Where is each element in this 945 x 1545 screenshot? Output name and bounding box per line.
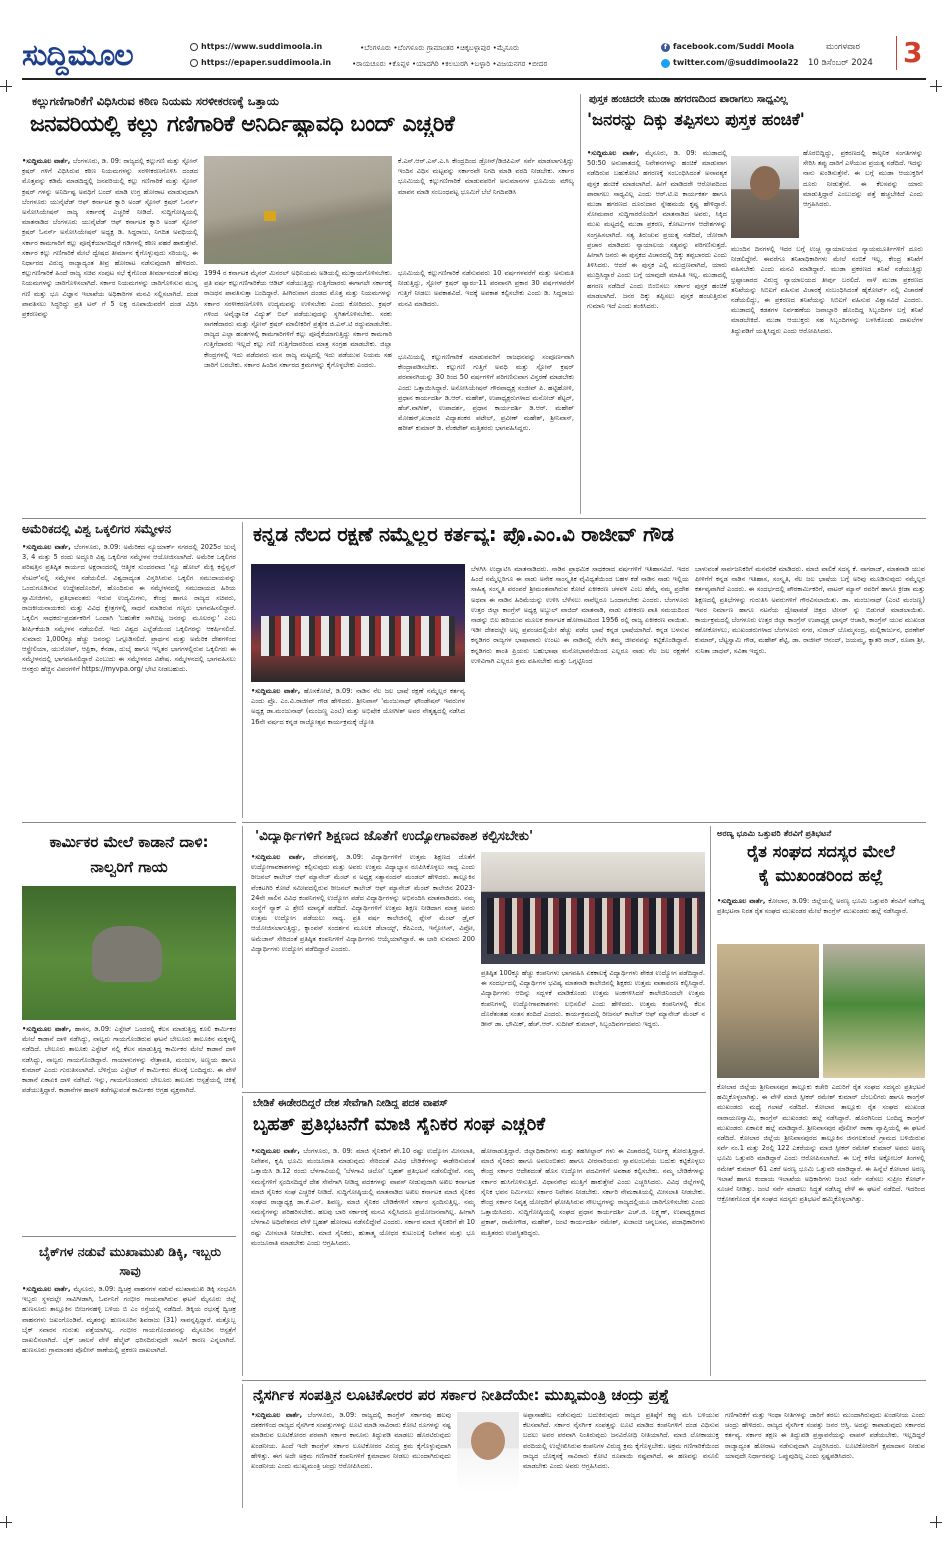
article-body: ಹೋರಾಡುತ್ತಿದ್ದಾರೆ. ಜಿಲ್ಲಾಧಿಕಾರಿಗಳು ಮತ್ತು ತಹಸೀಲ್ದಾರ್ ಗಳು ಈ ವಿಚಾರದಲ್ಲಿ ನಿರ್ಲಕ್ಷ್ಯ ತೋರುತ್ತಿದ್ದಾರೆ. ಮಾಜಿ ಸೈನಿಕರು ಹಾಗೂ ಅವಲಂಬಿತರು ಹಾಗೂ ವೀರನಾರಿಯರು ಸ್ವಾವಲಂಬನೆಯ ಬದುಕು ಕಟ್ಟಿಕೊಳ್ಳಲು ಕೇಂದ್ರ ಸರ್ಕಾರ ಆದೇಶದಂತೆ ಹೊಸ ಉದ್ಯೋಗ ಪದವಿಗಳಿಗೆ ಅವಕಾಶ ಕಲ್ಪಿಸಬೇಕು. ನಮ್ಮ ಬೇಡಿಕೆಗಳನ್ನು ಸರ್ಕಾರ ಹುಸಿಗೊಳಿಸುತ್ತಿದೆ. ವಿಧಾನಸೌಧ ಮುತ್ತಿಗೆ ಹಾಕುತ್ತೇವೆ ಎಂದು ಎಚ್ಚರಿಸಿದರು. ವಿವಿಧ ಜಿಲ್ಲೆಗಳಲ್ಲಿ ಸೈನಿಕ ಭವನ ನಿರ್ಮಿಸಲು ಸರ್ಕಾರ ನಿವೇಶನ ನೀಡಬೇಕು. ಸರ್ಕಾರಿ ನೇಮಕಾತಿಯಲ್ಲಿ ಮೀಸಲಾತಿ ನೀಡಬೇಕು. ಕೇಂದ್ರ ಸರ್ಕಾರ ನಿವೃತ್ತ ಯೋಧರಿಗೆ ಘೋಷಿಸಿರುವ ಸೌಲಭ್ಯಗಳನ್ನು ರಾಜ್ಯದಲ್ಲಿಯೂ ಜಾರಿಗೊಳಿಸಬೇಕು ಎಂದು ಒತ್ತಾಯಿಸಿದರು. ಸುದ್ದಿಗೋಷ್ಠಿಯಲ್ಲಿ ಸಂಘದ ಪ್ರಧಾನ ಕಾರ್ಯದರ್ಶಿ ಎಚ್.ಜಿ. ಲಕ್ಷ್ಮಣ್, ಉಪಾಧ್ಯಕ್ಷರಾದ ಪ್ರಕಾಶ್, ರಾಮೇಗೌಡ, ಮಹೇಶ್, ಜಂಟಿ ಕಾರ್ಯದರ್ಶಿ ರಮೇಶ್, ಖಜಾಂಚಿ ಚನ್ನಬಸವ, ಪದಾಧಿಕಾರಿಗಳು ಮತ್ತಿತರರು ಉಪಸ್ಥಿತರಿದ್ದರು. <box>481 1147 705 1237</box>
twitter-link[interactable]: twitter.com/@suddimoola22 <box>673 58 799 67</box>
dateline: •ಸುದ್ದಿಮೂಲ ವಾರ್ತೆ, <box>251 1147 304 1155</box>
registration-mark <box>930 1522 942 1523</box>
article-body: •ಸುದ್ದಿಮೂಲ ವಾರ್ತೆ, ಬೆಂಗಳೂರು, ಡಿ.09: ರಾಜ್ಯದಲ್ಲಿ ಕಾಂಗ್ರೆಸ್ ಸರ್ಕಾರವು ಹಲವು ದಶಕಗಳಿಂದ ರಾಜ್ಯದ ನೈಸರ್ಗಿಕ ಸಂಪತ್ತುಗಳನ್ನು ಲೂಟಿ ಮಾಡಿ ಸಾವಿರಾರು ಕೋಟಿ ರೂಗಳನ್ನು ನಷ್ಟ ಮಾಡಿರುವ ಲೂಟಿಕೋರರ ಪರವಾಗಿ ಸರ್ಕಾರ ಕಾನೂನು ತಿದ್ದುಪಡಿ ಮಾಡಲು ಹೊರಟಿರುವುದು ಖಂಡನೀಯ. ಹಿಂದೆ ಇದೇ ಕಾಂಗ್ರೆಸ್ ಸರ್ಕಾರ ಲೂಟಿಕೋರರ ವಿರುದ್ಧ ಕ್ರಮ ಕೈಗೊಳ್ಳುವುದಾಗಿ ಹೇಳಿತ್ತು. ಈಗ ಅದೇ ಅಕ್ರಮ ಗಣಿಗಾರಿಕೆ ಕಂಪನಿಗಳಿಗೆ ಕ್ಷಮಾದಾನ ನೀಡಲು ಮುಂದಾಗಿರುವುದು ಖಂಡನೀಯ ಎಂದು ಮುಖ್ಯಮಂತ್ರಿ ಚಂದ್ರು ಆರೋಪಿಸಿದರು. <box>251 1411 451 1471</box>
article-kicker: ಕಲ್ಲುಗಣಿಗಾರಿಕೆಗೆ ವಿಧಿಸಿರುವ ಕಠಿಣ ನಿಯಮ ಸರಳೀಕರಣಕ್ಕೆ ಒತ್ತಾಯ <box>32 94 279 108</box>
students-photo <box>481 852 705 964</box>
dateline: •ಸುದ್ದಿಮೂಲ ವಾರ್ತೆ, <box>22 1285 74 1293</box>
section-divider <box>242 1092 706 1093</box>
article-body: ಭೂಮಿಯಲ್ಲಿ ಕಲ್ಲುಗಣಿಗಾರಿಕೆ ಮಾಡುವವರಿಗೆ ರಾಜಧನವನ್ನು ಸಂಪೂರ್ಣವಾಗಿ ಕೇಂದ್ರಾಪಡಿಸಬೇಕು. ಕಲ್ಲುಗಣಿ ಗುತ್ತಿಗೆ ಅವಧಿ ಮತ್ತು ಸ್ಟೋನ್ ಕ್ರಷರ್ ಪರವಾನಗಿಯನ್ನು 30 ರಿಂದ 50 ವರ್ಷಗಳಿಗೆ ಪರಿಗಣಿಸುವಾಗ ವಿಸ್ತರಣೆ ಮಾಡಬೇಕು ಎಂದು ಒತ್ತಾಯಿಸಿದ್ದಾರೆ. ಅಸೋಸಿಯೇಷನ್ ಗೌರವಾಧ್ಯಕ್ಷ ಸಂಜೀವ್ ಪಿ. ಹಟ್ಟಿಹೋಳಿ, ಪ್ರಧಾನ ಕಾರ್ಯದರ್ಶಿ ಡಿ.ಆರ್. ಮಹೇಶ್, ಉಪಾಧ್ಯಕ್ಷರುಗಳಾದ ಮನೋಜ್ ಶೆಟ್ಟರ್, ಹೆಚ್.ವಾಗೀಶ್, ಉಪಾದರ್ಶ, ಪ್ರಧಾನ ಕಾರ್ಯದರ್ಶಿ ಡಿ.ಆರ್. ಮಹೇಶ್ ಮೋಹನ್,ಖಜಾಂಚಿ ವಿದ್ಯಾಶಂಕರ ಪಟೇಲ್, ಪ್ರವೀಣ್ ಮಹೇಶ್, ಶ್ರೀನಿವಾಸ್, ಹರೀಶ್ ಕುಮಾರ್ ಡಿ. ವೆಂಕಟೇಶ್ ಮತ್ತಿತರರು ಭಾಗವಹಿಸಿದ್ದರು. <box>398 353 574 433</box>
article-headline: 'ವಿದ್ಯಾರ್ಥಿಗಳಿಗೆ ಶಿಕ್ಷಣದ ಜೊತೆಗೆ ಉದ್ಯೋಗಾವಕಾಶ ಕಲ್ಪಿಸಬೇಕು' <box>255 828 534 844</box>
twitter-icon <box>661 59 670 68</box>
kannada-article <box>242 522 926 818</box>
muda-article <box>580 94 925 514</box>
education-article <box>242 826 706 1088</box>
vokkaliga-article <box>22 522 236 818</box>
article-headline: ಬೃಹತ್ ಪ್ರತಿಭಟನೆಗೆ ಮಾಜಿ ಸೈನಿಕರ ಸಂಘ ಎಚ್ಚರಿಕೆ <box>253 1114 546 1135</box>
issue-date: 10 ಡಿಸೆಂಬರ್ 2024 <box>808 58 873 68</box>
quarry-photo <box>204 156 392 264</box>
article-body: •ಸುದ್ದಿಮೂಲ ವಾರ್ತೆ, ಕೋಲಾರ, ಡಿ.09: ಜಿಲ್ಲೆಯಲ್ಲಿ ಅರಣ್ಯ ಭೂಮಿ ಒತ್ತುವರಿ ತೆರವಿಗೆ ನಡೆಸಿದ್ದ ಪ್ರತಿಭಟನಾ ನಿರತ ರೈತ ಸಂಘದ ಮುಖಂಡರ ಮೇಲೆ ಕಾಂಗ್ರೆಸ್ ಮುಖಂಡರು ಹಲ್ಲೆ ನಡೆಸಿದ್ದಾರೆ. <box>717 897 925 916</box>
article-headline: ರೈತ ಸಂಘದ ಸದಸ್ಯರ ಮೇಲೆ <box>747 842 895 861</box>
article-body: ಬೆಳಗಿಸಿ ಉದ್ಘಾಟಿಸಿ ಮಾತನಾಡಿದರು. ನಾಡಿನ ಪ್ರಾಥಮಿಕ ಸಾಧಕರಾದ ವರ್ಷಗಳಿಗೆ ಇತಿಹಾಸವಿದೆ. ಇದರ ಹಿಂದೆ ನಮ್ಮೆಲ್ಲರಿಗೂ ಈ ನಾಡು ಅನೇಕ ಸಾಂಸ್ಕೃತಿಕ ವೈವಿಧ್ಯತೆಯಿಂದ ಬಹಳ ಕಡೆ ನಾಡಿನ ನಾಡು ಇಲ್ಲಿಯ ಸಾಹಿತ್ಯ ಸಂಸ್ಕೃತಿ ಪರಂಪರೆ ಶ್ರೀಮಂತವಾಗಿರುವ ಕೋಟೆ ಏಕೀಕರಣ ಚಳವಳಿ ಎಂಬ ಹೆಮ್ಮೆ ನಮ್ಮ ಪ್ರದೇಶ ಅಥವಾ ಈ ನಾಡಿನ ಹಿರಿಮೆಯನ್ನು ಉಳಿಸಿ ಬೆಳೆಸಲು ನಾವೆಲ್ಲರೂ ಒಂದಾಗಬೇಕು ಎಂದರು. ಬೆಂಗಳೂರು ಉತ್ತರ ಜಿಲ್ಲಾ ಕಾಂಗ್ರೆಸ್ ಅಧ್ಯಕ್ಷ ಅಬ್ದುಲ್ ವಾಜಿದ್ ಮಾತನಾಡಿ, ನಾಡು ಏಕೀಕರಣ ಪಾತಿ ಸಮಯದಿಂದ ನಾಡನ್ನು ಬಿಲ ಹರಿಯುವ ಮೂಲಕ ಕರ್ನಾಟಕ ಹೋರಾಟದಿಂದ 1956 ರಲ್ಲಿ ರಾಜ್ಯ ಏಕೀಕರಣ ವಾಯಿತು. ಇಡೀ ದೇಶದಲ್ಲೇ ಅಲ್ಲ ಪ್ರಪಂಚದಲ್ಲಿಯೇ ಹೆಚ್ಚು ಪಡೆದ ಭಾಷೆ ಕನ್ನಡ ಭಾಷೆಯಾಗಿದೆ. ಕನ್ನಡ ಬಳಸುವ ಕನ್ನಡಿಗರ ರಾಜ್ಯಗಳ ಭಾಷಾವಾರು ಉಂಟು ಈ ನಾಡಿನಲ್ಲಿ ನೆಲೆಸಿ ತಮ್ಮ ಜೀವನವನ್ನು ಕಟ್ಟಿಕೊಂಡಿದ್ದಾರೆ. ಕನ್ನಡಿಗರು ಶಾಂತಿ ಪ್ರಿಯರು ಬಹುಭಾಷಾ ಮನೋಭಾವನೆಯಿಂದ ಎಲ್ಲರೂ ನಾಡು ನೆಲ ಜಲ ರಕ್ಷಣೆಗೆ ಉಳಿವಿಗಾಗಿ ಎಲ್ಲರೂ ಶ್ರಮ ವಹಿಸಬೇಕು ಮತ್ತು ಒಗ್ಗಟ್ಟಿನಿಂದ <box>471 565 689 665</box>
article-headline: 'ಜನರನ್ನು ದಿಕ್ಕು ತಪ್ಪಿಸಲು ಪುಸ್ತಕ ಹಂಚಿಕೆ' <box>587 110 805 129</box>
article-body: ಮುಂದಿನ ದಿನಗಳಲ್ಲಿ ಇದರ ಬಗ್ಗೆ ಉಚ್ಛ ನ್ಯಾಯಾಲಯದ ನ್ಯಾಯಮೂರ್ತಿಗಳಿಗೆ ದೂರು ನೀಡಲಿದ್ದೇನೆ. ಈವರೆಗೂ ತನಿಖಾಧಿಕಾರಿಗಳು ಮೇಲೆ ನಂಬಿಕೆ ಇಲ್ಲ. ಕೇಂದ್ರ ತನಿಖೆಗೆ ವಹಿಸಬೇಕು ಎಂದು ಮನವಿ ಮಾಡಿದ್ದಾರೆ. ಮುಡಾ ಪ್ರಕರಣದ ತನಿಖೆ ನಡೆಯುತ್ತಿದ್ದು ಭ್ರಷ್ಟಾಚಾರದ ವಿರುದ್ಧ ನ್ಯಾಯಾಲಯದ ತೀರ್ಪು ಬರಲಿದೆ. ನಾಳೆ ಮುಡಾ ಪ್ರಕರಣದ ತನಿಖೆಯನ್ನು ಸಿಬಿಐಗೆ ವಹಿಸುವ ವಿಚಾರಕ್ಕೆ ಸಂಬಂಧಿಸಿದಂತೆ ಹೈಕೋರ್ಟ್ ನಲ್ಲಿ ವಿಚಾರಣೆ ನಡೆಯಲಿದ್ದು, ಈ ಪ್ರಕರಣದ ತನಿಖೆಯನ್ನು ಸಿಬಿಐಗೆ ವಹಿಸುವ ವಿಶ್ವಾಸವಿದೆ ಎಂದರು. ಮುಡಾದಲ್ಲಿ ಕಡತಗಳ ನಿರ್ವಹಣೆಯ ಜವಾಬ್ದಾರಿ ಹೊಂದಿದ್ದ ಸಿಬ್ಬಂದಿಗಳ ಬಗ್ಗೆ ತನಿಖೆ ಮಾಡಬೇಕಿದೆ. ಮುಡಾ ಆಯುಕ್ತರು ಸಹ ಸಿಬ್ಬಂದಿಗಳನ್ನು ಬಳಸಿಕೊಂಡು ದಾಖಲೆಗಳ ತಿದ್ದುಪಡಿಗೆ ಯತ್ನಿಸಿದ್ದರು ಎಂದು ಆರೋಪಿಸಿದರು. <box>731 245 923 335</box>
registration-mark <box>0 86 12 87</box>
article-body: ಪ್ರತಿಷ್ಠಿತ 100ಕ್ಕೂ ಹೆಚ್ಚು ಕಂಪನಿಗಳು ಭಾಗವಹಿಸಿ ಏಕಕಾಲಕ್ಕೆ ವಿದ್ಯಾರ್ಥಿಗಳು ಶೇಕಡ ಉದ್ಯೋಗ ಪಡೆದಿದ್ದಾರೆ. ಈ ಸಂದರ್ಭದಲ್ಲಿ ವಿದ್ಯಾರ್ಥಿಗಳ ಭವಿಷ್ಯ ಮಾತನಾಡಿ ಕಾಲೇಜಿನಲ್ಲಿ ಶಿಕ್ಷಕರು ಉತ್ತಮ ವಾತಾವರಣ ಕಲ್ಪಿಸಿದ್ದಾರೆ. ವಿದ್ಯಾರ್ಥಿಗಳು ಆದಿನ್ನು ಸದ್ಬಳಕೆ ಮಾಡಿಕೊಂಡು ಉತ್ತಮ ಅಂಕಗಳಿಸಿದರೆ ಕಾಲೇಜಿನಿಂದಲೇ ಉತ್ತಮ ಕಂಪನಿಗಳಲ್ಲಿ ಉದ್ಯೋಗಾವಕಾಶಗಳು ಲಭಿಸಲಿವೆ ಎಂದು ಹೇಳಿದರು. ಉತ್ತಮ ಕಂಪನಿಗಳಲ್ಲಿ ಕೆಲಸ ದೊರೆತಂತಹ ಸಂತಸ ತಂದಿದೆ ಎಂದರು. ಕಾರ್ಯಕ್ರಮದಲ್ಲಿ ರೀಜನಲ್ ಕಾಲೇಜ್ ಆಫ್ ಮ್ಯಾನೇಜ್ ಮೆಂಟ್ ನ ಡೀನ್ ಡಾ. ಭೌಮಿಕ್, ಹೆಚ್.ಆರ್. ಸುದೀಪ್ ಕುಮಾರ್, ಸಿಬ್ಬಂದಿವರ್ಗದವರು ಇದ್ದರು. <box>481 969 705 1029</box>
protest-photo <box>717 944 819 1078</box>
page-number: 3 <box>896 36 922 70</box>
quarry-article <box>22 94 578 514</box>
article-body: ಅಪ್ಪಾಸಾಹೇಬ ನಡೆಸುವುದು ಬದುಕಿರುವುದು ರಾಜ್ಯದ ಪ್ರತಿಷ್ಠೆಗೆ ಕಪ್ಪು ಮಸಿ ಬಳಿಯುವ ಕೆಲಸವಾಗಿದೆ. ಸರ್ಕಾರ ನೈಸರ್ಗಿಕ ಸಂಪತ್ತನ್ನು ಲೂಟಿ ಮಾಡಿದ ಕಂಪನಿಗಳಿಗೆ ದಂಡ ವಿಧಿಸುವ ಬದಲು ಅವರ ಪರವಾಗಿ ನಿಂತಿರುವುದು ಜನವಿರೋಧಿ ನೀತಿಯಾಗಿದೆ. ಮಾಜಿ ಲೋಕಾಯುಕ್ತ ವರದಿಯಲ್ಲಿ ಉಲ್ಲೇಖಿಸಿರುವ ಕಂಪನಿಗಳ ವಿರುದ್ಧ ಕ್ರಮ ಕೈಗೊಳ್ಳಬೇಕು. ಅಕ್ರಮ ಗಣಿಗಾರಿಕೆಯಿಂದ ರಾಜ್ಯದ ಬೊಕ್ಕಸಕ್ಕೆ ಸಾವಿರಾರು ಕೋಟಿ ರೂಪಾಯಿ ನಷ್ಟವಾಗಿದೆ. ಈ ಹಣವನ್ನು ವಸೂಲಿ ಮಾಡಬೇಕು ಎಂದು ಅವರು ಆಗ್ರಹಿಸಿದರು. <box>523 1411 719 1471</box>
website-link[interactable]: https://www.suddimoola.in <box>201 42 323 51</box>
globe-icon <box>190 59 198 67</box>
article-headline: ಕನ್ನಡ ನೆಲದ ರಕ್ಷಣೆ ನಮ್ಮೆಲ್ಲರ ಕರ್ತವ್ಯ: ಪ್ರೊ.ಎಂ.ವಿ ರಾಜೀವ್ ಗೌಡ <box>253 522 674 546</box>
article-body: •ಸುದ್ದಿಮೂಲ ವಾರ್ತೆ, ಬೆಂಗಳೂರು, ಡಿ. 09: ಮಾಜಿ ಸೈನಿಕರಿಗೆ ಶೇ.10 ರಷ್ಟು ಉದ್ಯೋಗ ಮೀಸಲಾತಿ, ನಿವೇಶನ, ಕೃಷಿ ಭೂಮಿ ಮಂಜೂರಾತಿ ಮಾಡುವುದು ಸೇರಿದಂತೆ ವಿವಿಧ ಬೇಡಿಕೆಗಳನ್ನು ಈಡೇರಿಸುವಂತೆ ಒತ್ತಾಯಿಸಿ ಡಿ.12 ರಂದು ಬೆಳಗಾವಿಯಲ್ಲಿ 'ಬೆಳಗಾವಿ ಚಲೋ' ಬೃಹತ್ ಪ್ರತಿಭಟನೆ ನಡೆಸಲಿದ್ದೇವೆ. ನಮ್ಮ ಸಮಸ್ಯೆಗಳಿಗೆ ಸ್ಪಂದಿಸದಿದ್ದರೆ ದೇಶ ಸೇವೆಗಾಗಿ ನೀಡಿದ್ದ ಪದಕಗಳನ್ನು ವಾಪಸ್ ನೀಡುವುದಾಗಿ ಅಖಿಲ ಕರ್ನಾಟಕ ಮಾಜಿ ಸೈನಿಕರ ಸಂಘ ಎಚ್ಚರಿಕೆ ನೀಡಿದೆ. ಸುದ್ದಿಗೋಷ್ಠಿಯಲ್ಲಿ ಮಾತನಾಡಿದ ಅಖಿಲ ಕರ್ನಾಟಕ ಮಾಜಿ ಸೈನಿಕರ ಸಂಘದ ರಾಜ್ಯಾಧ್ಯಕ್ಷ ಡಾ.ಕೆ.ಎನ್. ಶಿವಣ್ಣ, ಮಾಜಿ ಸೈನಿಕರ ಬೇಡಿಕೆಗಳಿಗೆ ಸರ್ಕಾರ ಸ್ಪಂದಿಸುತ್ತಿಲ್ಲ. ನಮ್ಮ ಸಮಸ್ಯೆಗಳನ್ನು ಪರಿಹರಿಸಬೇಕು. ಹಲವು ಬಾರಿ ಸರ್ಕಾರಕ್ಕೆ ಮನವಿ ಸಲ್ಲಿಸಿದರೂ ಪ್ರಯೋಜನವಾಗಿಲ್ಲ. ಹೀಗಾಗಿ ಬೆಳಗಾವಿ ಅಧಿವೇಶನದ ವೇಳೆ ಬೃಹತ್ ಹೋರಾಟ ನಡೆಸಲಿದ್ದೇವೆ ಎಂದರು. ಸರ್ಕಾರ ಮಾಜಿ ಸೈನಿಕರಿಗೆ ಶೇ 10 ರಷ್ಟು ಮೀಸಲಾತಿ ನೀಡಬೇಕು. ಮಾಜಿ ಸೈನಿಕರು, ಹುತಾತ್ಮ ಯೋಧರ ಕುಟುಂಬಕ್ಕೆ ನಿವೇಶನ ಮತ್ತು ಭೂ ಮಂಜೂರಾತಿ ಮಾಡಬೇಕು ಎಂದು ಆಗ್ರಹಿಸಿದರು. <box>251 1147 475 1247</box>
newspaper-logo: ಸುದ್ದಿಮೂಲ <box>22 38 133 73</box>
accident-article <box>22 1240 236 1500</box>
article-kicker: ಬೇಡಿಕೆ ಈಡೇರದಿದ್ದರೆ ದೇಶ ಸೇವೆಗಾಗಿ ನೀಡಿದ್ದ ಪದಕ ವಾಪಸ್ <box>253 1098 448 1109</box>
section-divider <box>242 1380 926 1381</box>
masthead <box>0 0 945 88</box>
article-body: ಕೆ.ಎಸ್.ಆರ್.ಎಸ್.ಎ.ಸಿ ಕೇಂದ್ರದಿಂದ ಡ್ರೋನ್/ಡಿಜಿಪಿಎಸ್ ಸರ್ವೆ ಮಾಡಲಾಗುತ್ತಿದ್ದು ಇಂದಿನ ವಿಧಿಸ ಮಟ್ಟವನ್ನು ಸರ್ಕಾರವೇ ನಿಗದಿ ಮಾಡಿ ವರದಿ ನೀಡಬೇಕು. ಸರ್ಕಾರ ಭೂಮಿಯಲ್ಲಿ ಕಲ್ಲುಗಣಿಗಾರಿಕೆ ಮಾಡುವವರಿಗೆ ಅನುಮಾನಗಳ ಭೂಮಿಯ ಮೌಲ್ಯ ಮಾಪನ ಮಾಡಿ ಸಂಬಂಧಪಟ್ಟ ಭೂಮಿಗೆ ಬೆಲೆ ನಿಗದಿಪಡಿಸಿ <box>398 157 574 196</box>
editions-list: •ಬೆಂಗಳೂರು •ಬೆಂಗಳೂರು ಗ್ರಾಮಾಂತರ •ಚಿಕ್ಕಬಳ್ಳಾಪುರ •ಮೈಸೂರು <box>360 43 520 52</box>
chandru-photo <box>457 1412 519 1492</box>
section-divider <box>242 822 926 823</box>
article-headline: ಜನವರಿಯಲ್ಲಿ ಕಲ್ಲು ಗಣಿಗಾರಿಕೆ ಅನಿರ್ದಿಷ್ಟಾವಧಿ ಬಂದ್ ಎಚ್ಚರಿಕೆ <box>30 112 455 137</box>
dateline: •ಸುದ್ದಿಮೂಲ ವಾರ್ತೆ, <box>717 897 769 905</box>
exservicemen-article <box>242 1096 706 1376</box>
globe-icon <box>190 43 198 51</box>
article-headline: ಕಾರ್ಮಿಕರ ಮೇಲೆ ಕಾಡಾನೆ ದಾಳಿ: ನಾಲ್ವರಿಗೆ ಗಾಯ <box>49 833 209 876</box>
farmers-article <box>710 826 926 1376</box>
article-body: •ಸುದ್ದಿಮೂಲ ವಾರ್ತೆ, ಹೊಸಕೋಟೆ, ಡಿ.09: ನಾಡಿನ ನೆಲ ಜಲ ಭಾಷೆ ರಕ್ಷಣೆ ನಮ್ಮೆಲ್ಲರ ಕರ್ತವ್ಯ ಎಂದು ಪ್ರೊ. ಎಂ.ವಿ.ರಾಜೀವ್ ಗೌಡ ಹೇಳಿದರು. ಶ್ರೀನಿವಾಸ್ 'ಮಂಜುನಾಥ್ ಫೌಂಡೇಷನ್ ಇವರುಗಳ ಅಧ್ಯಕ್ಷ ಡಾ.ಮಂಜುನಾಥ್ (ಮಂಜಣ್ಣ ಎಂಟಿ) ಮತ್ತು ಅಭಿಷೇಕ ಯೋಗೀಶ್ ಅವರ ನೇತೃತ್ವದಲ್ಲಿ ನಡೆಸಿದ 16ನೇ ವರ್ಷದ ಕನ್ನಡ ರಾಜ್ಯೋತ್ಸವ ಕಾರ್ಯಕ್ರಮಕ್ಕೆ ಜ್ಯೋತಿ <box>251 687 465 726</box>
section-divider <box>22 518 926 519</box>
dateline: •ಸುದ್ದಿಮೂಲ ವಾರ್ತೆ, <box>22 157 73 165</box>
article-headline: ನೈಸರ್ಗಿಕ ಸಂಪತ್ತಿನ ಲೂಟಿಕೋರರ ಪರ ಸರ್ಕಾರ ನೀತಿದೆಯೇ: ಮುಖ್ಯಮಂತ್ರಿ ಚಂದ್ರು ಪ್ರಶ್ನೆ <box>253 1386 670 1404</box>
article-headline: ಕೈ ಮುಖಂಡರಿಂದ ಹಲ್ಲೆ <box>758 866 884 885</box>
masthead-rule <box>22 78 926 80</box>
dateline: •ಸುದ್ದಿಮೂಲ ವಾರ್ತೆ, <box>251 853 314 861</box>
dateline: •ಸುದ್ದಿಮೂಲ ವಾರ್ತೆ, <box>251 1411 308 1419</box>
article-body: ಭೂಮಿಯಲ್ಲಿ ಕಲ್ಲುಗಣಿಗಾರಿಕೆ ನಡೆಸುವವರು 10 ವರ್ಷಗಳವರೆಗೆ ಮತ್ತು ಅನುಮತಿ ನೀಡುತ್ತಿದ್ದು, ಸ್ಟೋನ್ ಕ್ರಷರ್ ಫ್ಯಾರಂ-11 ಪರವಾನಗಿ ಪ್ರಕಾರ 30 ವರ್ಷಗಳವರೆಗೆ ಗುತ್ತಿಗೆ ನೀಡಲು ಅವಕಾಶವಿದೆ. ಇದಕ್ಕೆ ಅವಕಾಶ ಕಲ್ಪಿಸಬೇಕು ಎಂದು ಡಿ. ಸಿದ್ದರಾಜು ಮನವಿ ಮಾಡಿದರು. <box>398 269 574 308</box>
facebook-icon: f <box>661 43 670 52</box>
article-body: •ಸುದ್ದಿಮೂಲ ವಾರ್ತೆ, ಬೆಂಗಳೂರು, ಡಿ.09: ಅಮೆರಿಕದ ನ್ಯೂಯಾರ್ಕ್ ನಗರದಲ್ಲಿ 2025ರ ಜುಲೈ 3, 4 ಮತ್ತು 5 ರಂದು ಅದ್ದೂರಿ ವಿಶ್ವ ಒಕ್ಕಲಿಗರ ಸಮ್ಮೇಳನ ಆಯೋಜಿಸಲಾಗಿದೆ. ಅಮೆರಿಕ ಒಕ್ಕಲಿಗರ ಪರಿಷತ್ತಿನ ಪ್ರತಿಷ್ಠಿತ ಕಾರ್ಯದ ಅಕ್ಷರಾಂದರಲ್ಲಿ ಆತ್ಮೀಕ ಸುಂದರವಾದ 'ನ್ಯೂ ಹೋಲ್ ಮೆಕ್ಸಿ ಕನ್ವೆನ್ಷನ್ ಸೆಂಟರ್'ನಲ್ಲಿ ಸಮ್ಮೇಳನ ನಡೆಯಲಿದೆ. ವಿಶ್ವದಾದ್ಯಂತ ವಿಸ್ತರಿಸಿರುವ ಒಕ್ಕಲಿಗ ಸಮುದಾಯವನ್ನು ಒಂದುಗೂಡಿಸುವ ಉದ್ದೇಶದೊಂದಿಗೆ, ಹೊಂದಿರುವ ಈ ಸಮ್ಮೇಳನದಲ್ಲಿ ಸಮುದಾಯದ ಹಿರಿಯ ಸ್ವಾಮೀಜಿಗಳು, ಪ್ರತಿಭಾವಂತರು ಇರುವ ಉದ್ಯಮಿಗಳು, ಕೇಂದ್ರ ಹಾಗೂ ರಾಜ್ಯದ ಸಚಿವರು, ರಾಜಕೀಯನಾಯಕರು ಮತ್ತು ವಿವಿಧ ಕ್ಷೇತ್ರಗಳಲ್ಲಿ ಸಾಧನೆ ಮಾಡಿರುವ ಗಣ್ಯರು ಭಾಗವಹಿಸಲಿದ್ದಾರೆ. ಒಕ್ಕಲಿಗ ಸಾಧಕರು-ಪ್ರದರ್ಶಕರಿಗೆ ಒಂದಾಗಿ 'ಬಹುತೇಕ ಸಾಗಿಬಿಟ್ಟ ಜನರನ್ನು ಮೂಲರನ್ನು' ಎಂಬ ಶೀರ್ಷಿಕೆಯಡಿ ಸಮ್ಮೇಳನ ನಡೆಯಲಿದೆ. ಇದು ವಿಶ್ವದ ಎಲ್ಲೆಡೆಯಿಂದ ಒಕ್ಕಲಿಗರನ್ನು ಆಕರ್ಷಿಸಲಿದೆ. ಸುಮಾರು 1,000ಕ್ಕೂ ಹೆಚ್ಚು ಜನರನ್ನು ಒಗ್ಗೂಡಿಸಲಿದೆ. ಪ್ರಾರ್ಥನ ಮತ್ತು ಅಮೆರಿಕ ದೇಶಗಳಿಂದ ಆಸ್ಟ್ರೇಲಿಯಾ, ಯುರೋಪ್, ಆಫ್ರಿಕಾ, ಕೆನಡಾ, ದುಬೈ ಹಾಗೂ ಇನ್ನಿತರ ಭಾಗಗಳಲ್ಲಿರುವ ಒಕ್ಕಲಿಗರು ಈ ಸಮ್ಮೇಳನದಲ್ಲಿ ಭಾಗವಹಿಸಲಿದ್ದಾರೆ ಎಂಬುದು ಈ ಸಮ್ಮೇಳನದ ವಿಶೇಷ. ಸಮ್ಮೇಳನದಲ್ಲಿ ಭಾಗವಹಿಸಲು ಆಸಕ್ತರು ಹೆಚ್ಚಿನ ವಿವರಗಳಿಗೆ https://myvpa.org/ ಭೇಟಿ ನೀಡಬಹುದು. <box>22 543 236 674</box>
protest-photo <box>823 944 925 1078</box>
chandru-article <box>242 1384 926 1508</box>
person-photo <box>731 156 799 238</box>
facebook-link[interactable]: facebook.com/Suddi Moola <box>673 42 795 51</box>
article-kicker: ಅರಣ್ಯ ಭೂಮಿ ಒತ್ತುವರಿ ತೆರವಿಗೆ ಪ್ರತಿಭಟನೆ <box>717 828 832 838</box>
article-kicker: ಪುಸ್ತಕ ಹಂಚಿದರೇ ಮುಡಾ ಹಗರಣದಿಂದ ಪಾರಾಗಲು ಸಾಧ್ಯವಿಲ್ಲ <box>589 94 788 105</box>
article-body: ಕೋಲಾರ ಜಿಲ್ಲೆಯ ಶ್ರೀನಿವಾಸಪುರ ತಾಲ್ಲೂಕು ಕಚೇರಿ ಎದುರಿಗೆ ರೈತ ಸಂಘದ ಸದಸ್ಯರು ಪ್ರತಿಭಟನೆ ಹಮ್ಮಿಕೊಳ್ಳಲಾಗಿತ್ತು. ಈ ವೇಳೆ ಮಾಜಿ ಸ್ಪೀಕರ್ ರಮೇಶ್ ಕುಮಾರ್ ಬೆಂಬಲಿಗರು ಹಾಗೂ ಕಾಂಗ್ರೆಸ್ ಮುಖಂಡರು ಮಧ್ಯೆ ಗಲಾಟೆ ನಡೆದಿದೆ. ಕೋಲಾರ ತಾಲ್ಲೂಕು ರೈತ ಸಂಘದ ಮುಖಂಡ ನಾರಾಯಣಸ್ವಾಮಿ, ಕಾಂಗ್ರೆಸ್ ಮುಖಂಡರು ಹಲ್ಲೆ ನಡೆಸಿದ್ದಾರೆ. ಹೊರಗಿನಿಂದ ಬಂದಿದ್ದ ಕಾಂಗ್ರೆಸ್ ಮುಖಂಡರು ಏಕಾಏಕಿ ಹಲ್ಲೆ ಮಾಡಿದ್ದಾರೆ. ಶ್ರೀನಿವಾಸಪುರ ಪೊಲೀಸ್ ಠಾಣಾ ವ್ಯಾಪ್ತಿಯಲ್ಲಿ ಈ ಘಟನೆ ನಡೆದಿದೆ. ಕೋಲಾರ ಜಿಲ್ಲೆಯ ಶ್ರೀನಿವಾಸಪುರದ ತಾಲ್ಲೂಕಿನ ಜಿನಗಲಕುಂಟೆ ಗ್ರಾಮದ ಬಳಿಯಿರುವ ಸರ್ವೆ ನಂ.1 ಮತ್ತು 2ರಲ್ಲಿ 122 ಎಕರೆಯನ್ನು ಮಾಜಿ ಸ್ಪೀಕರ್ ರಮೇಶ್ ಕುಮಾರ್ ಅವರು ಅರಣ್ಯ ಭೂಮಿ ಒತ್ತುವರಿ ಮಾಡಿದ್ದಾರೆ ಎಂದು ಆರೋಪಿಸಲಾಗಿದೆ. ಈ ಬಗ್ಗೆ ಕಳೆದ ಅಕ್ಟೋಬರ್ ತಿಂಗಳಲ್ಲಿ ರಮೇಶ್ ಕುಮಾರ್ 61 ಎಕರೆ ಅರಣ್ಯ ಭೂಮಿ ಒತ್ತುವರಿ ಮಾಡಿದ್ದಾರೆ. ಈ ಹಿನ್ನೆಲೆ ಕೋಲಾರ ಅರಣ್ಯ ಇಲಾಖೆ ಹಾಗೂ ಕಂದಾಯ ಇಲಾಖೆಯ ಅಧಿಕಾರಿಗಳು ಜಂಟಿ ಸರ್ವೆ ನಡೆಸಲು ಸುಪ್ರೀಂ ಕೋರ್ಟ್ ಸೂಚನೆ ನೀಡಿತ್ತು. ಜಂಟಿ ಸರ್ವೆ ಮಾಡಲು ಸಿದ್ಧತೆ ನಡೆಸಿದ್ದ ವೇಳೆ ಈ ಘಟನೆ ನಡೆದಿದೆ. ಇದರಿಂದ ಆಕ್ರೋಶಗೊಂಡ ರೈತ ಸಂಘದ ಸದಸ್ಯರು ಪ್ರತಿಭಟನೆ ಹಮ್ಮಿಕೊಳ್ಳಲಾಗಿತ್ತು. <box>717 1083 925 1204</box>
article-body: 1994 ರ ಕರ್ನಾಟಕ ಮೈನರ್ ಮಿನರಲ್ ಅಧಿನಿಯಮ ಅಡಿಯಲ್ಲಿ ಮುಕ್ತಾಯಗೊಳಿಸಬೇಕು. ಪ್ರತಿ ವರ್ಷ ಕಲ್ಲುಗಣಿಗಾರಿಕೆಯ ಆಡಿಟ್ ನಡೆಯುತ್ತಿದ್ದು ಗುತ್ತಿಗೆದಾರರು ಈಗಾಗಲೇ ಸರ್ಕಾರಕ್ಕೆ ರಾಜಧನ ಪಾವತಿಸುತ್ತಾ ಬಂದಿದ್ದಾರೆ. ಹೀಗಿರುವಾಗ ದಂಡದ ಮೊತ್ತ ಮತ್ತು ನಿಯಮಗಳನ್ನು ಸರ್ಕಾರ ಸರಳೀಕರಣಗೊಳಿಸಿ ಉದ್ಯಮವನ್ನು ಉಳಿಸಬೇಕು ಎಂದು ಕೋರಿದರು. ಕ್ರಷರ್ ಗಳಿಂದ ಅವೈಜ್ಞಾನಿಕ ವಿದ್ಯುತ್ ಬಿಲ್ ಪಡೆಯುವುದನ್ನು ಸ್ಥಗಿತಗೊಳಿಸಬೇಕು. ಸರಕು ಸಾಗಣೆದಾರರು ಮತ್ತು ಸ್ಟೋನ್ ಕ್ರಷರ್ ಮಾಲೀಕರಿಗೆ ಪ್ರತ್ಯೇಕ ಜಿ.ಎಸ್.ಟಿ ರದ್ದುಮಾಡಬೇಕು. ರಾಜ್ಯದ ಎಲ್ಲಾ ಹಂತಗಳಲ್ಲಿ ಕಾಮಗಾರಿಗಳಿಗೆ ಕಲ್ಲು ಪೂರೈಕೆಯಾಗುತ್ತಿದ್ದು ಸರ್ಕಾರ ಕಾಮಗಾರಿ ಗುತ್ತಿಗೆದಾರರು ಇಲ್ಲದೆ ಕಲ್ಲು ಗಣಿ ಗುತ್ತಿಗೆದಾರರಿಂದ ಮಾತ್ರ ಸಂಗ್ರಹ ಮಾಡಬೇಕು. ಜಿಲ್ಲಾ ಕೇಂದ್ರಗಳಲ್ಲಿ ಇದು ಪಡೆದವರು ಮನ ರಾಜ್ಯ ಮಟ್ಟದಲ್ಲಿ ಇದು ಪಡೆಯುವ ನಿಯಮ ಸಹ ಜಾರಿಗೆ ಬರಬೇಕು. ಸರ್ಕಾರ ಹಿಂದಿನ ಸರ್ಕಾರದ ಕ್ರಮಗಳನ್ನು ಕೈಗೊಳ್ಳಬೇಕು ಎಂದರು. <box>204 269 392 369</box>
registration-mark <box>930 86 942 87</box>
article-body: ಗಣಿಗಾರಿಕೆಗೆ ಮತ್ತು ಇಂಥಾ ನೀತಿಗಳನ್ನು ಜಾರಿಗೆ ತರಲು ಮುಂದಾಗಿರುವುದು ಖಂಡನೀಯ ಎಂದು ಚಂದ್ರು ಹೇಳಿದರು. ರಾಜ್ಯದ ನೈಸರ್ಗಿಕ ಸಂಪತ್ತು ಜನರ ಆಸ್ತಿ. ಅದನ್ನು ಕಾಪಾಡುವುದು ಸರ್ಕಾರದ ಕರ್ತವ್ಯ. ಸರ್ಕಾರ ತಕ್ಷಣ ಈ ತಿದ್ದುಪಡಿ ಪ್ರಸ್ತಾವನೆಯನ್ನು ವಾಪಸ್ ಪಡೆಯಬೇಕು. ಇಲ್ಲದಿದ್ದರೆ ರಾಜ್ಯಾದ್ಯಂತ ಹೋರಾಟ ನಡೆಸುವುದಾಗಿ ಎಚ್ಚರಿಸಿದರು. ಲೂಟಿಕೋರರಿಗೆ ಕ್ಷಮಾದಾನ ನೀಡುವ ಯಾವುದೇ ನಿರ್ಧಾರವನ್ನು ಒಪ್ಪುವುದಿಲ್ಲ ಎಂದು ಸ್ಪಷ್ಟಪಡಿಸಿದರು. <box>725 1411 925 1460</box>
section-divider <box>22 1236 236 1237</box>
article-headline: ಬೈಕ್‌ಗಳ ನಡುವೆ ಮುಖಾಮುಖಿ ಡಿಕ್ಕಿ, ಇಬ್ಬರು ಸಾವು <box>39 1244 221 1278</box>
article-body: •ಸುದ್ದಿಮೂಲ ವಾರ್ತೆ, ಮೈಸೂರು, ಡಿ.09: ದ್ವಿಚಕ್ರ ವಾಹನಗಳ ನಡುವೆ ಮುಖಾಮುಖಿ ಡಿಕ್ಕಿ ಸಂಭವಿಸಿ ಇಬ್ಬರು ಸ್ಥಳದಲ್ಲೇ ಸಾವಿಗೀಡಾಗಿ, ಓರ್ವನಿಗೆ ಗಂಭೀರ ಗಾಯವಾಗಿರುವ ಘಟನೆ ಮೈಸೂರು ಜಿಲ್ಲೆ ಹುಣಸೂರು ತಾಲ್ಲೂಕಿನ ಬೀಜಗನಹಳ್ಳಿ ಬಳಿಯ ಬಿ ಎಂ ರಸ್ತೆಯಲ್ಲಿ ನಡೆದಿದೆ. ಡಿಕ್ಕಿಯ ರಭಸಕ್ಕೆ ದ್ವಿಚಕ್ರ ವಾಹನಗಳು ಜಖಂಗೊಂಡಿವೆ. ಮೃತರನ್ನು ಹುಣಸೂರಿನ ಶಿವರಾಜು (31) ಸಾವನ್ನಪ್ಪಿದ್ದಾರೆ. ಮತ್ತೊಬ್ಬ ಬೈಕ್ ಸವಾರನ ಗುರುತು ಪತ್ತೆಯಾಗಿಲ್ಲ. ಗಂಭೀರ ಗಾಯಗೊಂಡವನನ್ನು ಮೈಸೂರಿನ ಆಸ್ಪತ್ರೆಗೆ ದಾಖಲಿಸಲಾಗಿದೆ. ಬೈಕ್ ಚಾಲನೆ ವೇಳೆ ಹೆಲ್ಮೆಟ್ ಧರಿಸದಿರುವುದೇ ಸಾವಿಗೆ ಕಾರಣ ಎನ್ನಲಾಗಿದೆ. ಹುಣಸೂರು ಗ್ರಾಮಾಂತರ ಪೊಲೀಸ್ ಠಾಣೆಯಲ್ಲಿ ಪ್ರಕರಣ ದಾಖಲಾಗಿದೆ. <box>22 1285 236 1355</box>
issue-day: ಮಂಗಳವಾರ <box>826 42 861 52</box>
dateline: •ಸುದ್ದಿಮೂಲ ವಾರ್ತೆ, <box>22 1025 75 1033</box>
editions-list: •ರಾಯಚೂರು •ಕೊಪ್ಪಳ •ಯಾದಗಿರಿ •ಕಲಬುರಗಿ •ಬಳ್ಳಾರಿ •ವಿಜಯನಗರ •ಬೀದರ <box>352 59 548 68</box>
section-divider <box>22 822 236 823</box>
elephant-article <box>22 826 236 1232</box>
dateline: •ಸುದ್ದಿಮೂಲ ವಾರ್ತೆ, <box>22 543 74 551</box>
article-body: •ಸುದ್ದಿಮೂಲ ವಾರ್ತೆ, ದೇವನಹಳ್ಳಿ, ಡಿ.09: ವಿದ್ಯಾರ್ಥಿಗಳಿಗೆ ಉತ್ತಮ ಶಿಕ್ಷಣದ ಜೊತೆಗೆ ಉದ್ಯೋಗಾವಕಾಶಗಳನ್ನು ಕಲ್ಪಿಸುವುದು ಮತ್ತು ಅವರು ಉತ್ತಮ ವಿದ್ಯಾಭ್ಯಾಸ ರೂಪಿಸಿಕೊಳ್ಳಲು ಸಾಧ್ಯ ಎಂದು ರೀಜನಲ್ ಕಾಲೇಜ್ ಆಫ್ ಮ್ಯಾನೇಜ್ ಮೆಂಟ್ ನ ಅಧ್ಯಕ್ಷ ಸತ್ಯಾನಂದನ್ ಮಂಡಲ್ ಹೇಳಿದರು. ತಾಲ್ಲೂಕಿನ ವೆಂಕಟಗಿರಿ ಕೋಟೆ ಸಮೀಪದಲ್ಲಿರುವ ರೀಜನಲ್ ಕಾಲೇಜ್ ಆಫ್ ಮ್ಯಾನೇಜ್ ಮೆಂಟ್ ಕಾಲೇಜಿನ 2023-24ನೇ ಸಾಲಿನ ವಿವಿಧ ಕಂಪನಿಗಳಲ್ಲಿ ಉದ್ಯೋಗ ಪಡೆದ ವಿದ್ಯಾರ್ಥಿಗಳನ್ನು ಅಭಿನಂದಿಸಿ ಮಾತನಾಡಿದರು. ನಮ್ಮ ಸಂಸ್ಥೆಗೆ ನ್ಯಾಕ್ ಎ ಶ್ರೇಣಿ ಮಾನ್ಯತೆ ಪಡೆದಿದೆ. ವಿದ್ಯಾರ್ಥಿಗಳಿಗೆ ಉತ್ತಮ ಶಿಕ್ಷಣ ನೀಡಿದಾಗ ಮಾತ್ರ ಅವರು ಉತ್ತಮ ಉದ್ಯೋಗ ಪಡೆಯಲು ಸಾಧ್ಯ. ಪ್ರತಿ ವರ್ಷ ಕಾಲೇಜಿನಲ್ಲಿ ಪ್ಲೇಸ್ ಮೆಂಟ್ ಡ್ರೈವ್ ಆಯೋಜಿಸಲಾಗುತ್ತಿದ್ದು, ಕ್ಯಾಂಪಸ್ ಸಂದರ್ಶನ ಮೂಲಕ ಡೆಲಾಯ್ಟ್, ಕೆಪಿಎಂಜಿ, ಇನ್ಫೋಸಿಸ್, ವಿಪ್ರೋ, ಅಮೆಜಾನ್ ಸೇರಿದಂತೆ ಪ್ರತಿಷ್ಠಿತ ಕಂಪನಿಗಳಿಗೆ ವಿದ್ಯಾರ್ಥಿಗಳು ಆಯ್ಕೆಯಾಗಿದ್ದಾರೆ. ಈ ಬಾರಿ ಸುಮಾರು 200 ವಿದ್ಯಾರ್ಥಿಗಳು ಉದ್ಯೋಗ ಪಡೆದಿದ್ದಾರೆ ಎಂದರು. <box>251 853 475 953</box>
elephant-photo <box>22 886 236 1020</box>
article-headline: ಅಮೆರಿಕದಲ್ಲಿ ವಿಶ್ವ ಒಕ್ಕಲಿಗರ ಸಮ್ಮೇಳನ <box>22 522 171 536</box>
epaper-link[interactable]: https://epaper.suddimoola.in <box>201 58 332 67</box>
registration-mark <box>0 1522 12 1523</box>
article-body: ಹೊರಬಿದ್ದಿದ್ದು, ಪ್ರಕರಣದಲ್ಲಿ ಕಾಲ್ಪನಿಕ ಸಂಗತಿಗಳನ್ನು ಸೇರಿಸಿ ತಪ್ಪು ದಾರಿಗೆ ಎಳೆಯುವ ಪ್ರಯತ್ನ ನಡೆದಿದೆ. ಇದನ್ನು ನಾನು ಖಂಡಿಸುತ್ತೇನೆ. ಈ ಬಗ್ಗೆ ಮುಡಾ ಆಯುಕ್ತರಿಗೆ ದೂರು ನೀಡುತ್ತೇನೆ. ಈ ಕೆಲಸವನ್ನು ಯಾರು ಮಾಡುತ್ತಿದ್ದಾರೆ ಎಂಬುದನ್ನು ಪತ್ತೆ ಹಚ್ಚಬೇಕಿದೆ ಎಂದು ಆಗ್ರಹಿಸಿದರು. <box>803 149 923 209</box>
article-body: •ಸುದ್ದಿಮೂಲ ವಾರ್ತೆ, ಹಾಸನ, ಡಿ.09: ಎಸ್ಟೇಟ್ ಒಂದರಲ್ಲಿ ಕೆಲಸ ಮಾಡುತ್ತಿದ್ದ ಕೂಲಿ ಕಾರ್ಮಿಕರ ಮೇಲೆ ಕಾಡಾನೆ ದಾಳಿ ನಡೆಸಿದ್ದು, ನಾಲ್ವರು ಗಾಯಗೊಂಡಿರುವ ಘಟನೆ ಬೇಲೂರು ತಾಲೂಕಿನ ಮಕ್ಕಳಲ್ಲಿ ನಡೆದಿದೆ. ಬೇಲೂರು ತಾಲೂಕು ಎಸ್ಟೇಟ್ ನಲ್ಲಿ ಕೆಲಸ ಮಾಡುತ್ತಿದ್ದ ಕಾರ್ಮಿಕರ ಮೇಲೆ ಕಾಡಾನೆ ದಾಳಿ ನಡೆಸಿದ್ದು, ನಾಲ್ವರು ಗಾಯಗೊಂಡಿದ್ದಾರೆ. ಗಾಯಾಳುಗಳನ್ನು ನೇತ್ರಾವತಿ, ಮಂಜುಳ, ಅಣ್ಣಯ ಹಾಗೂ ಕುಮಾರ್ ಎಂದು ಗುರುತಿಸಲಾಗಿದೆ. ಬೆಳಿಗ್ಗೆಯ ಎಸ್ಟೇಟ್ ಗೆ ಕಾರ್ಮಿಕರು ಕೆಲಸಕ್ಕೆ ಬಂದಿದ್ದರು. ಈ ವೇಳೆ ಕಾಡಾನೆ ಏಕಾಏಕಿ ದಾಳಿ ನಡೆಸಿದೆ. ಇನ್ನು, ಗಾಯಗೊಂಡವರು ಬೇಲೂರು ತಾಲೂಕು ಆಸ್ಪತ್ರೆಯಲ್ಲಿ ಚಿಕಿತ್ಸೆ ಪಡೆಯುತ್ತಿದ್ದಾರೆ. ಕಾಡಾನೆಗಳ ಹಾವಳಿ ತಡೆಗಟ್ಟುವಂತೆ ಕಾರ್ಮಿಕರ ಆಗ್ರಹ ವ್ಯಕ್ತವಾಗಿದೆ. <box>22 1025 236 1095</box>
article-body: •ಸುದ್ದಿಮೂಲ ವಾರ್ತೆ, ಮೈಸೂರು, ಡಿ. 09: ಮುಡಾದಲ್ಲಿ 50:50 ಅನುಪಾತದಲ್ಲಿ ನಿವೇಶನಗಳನ್ನು ಹಂಚಿಕೆ ಮಾಡುವಾಗ ನಡೆದಿರುವ ಬಹುಕೋಟಿ ಹಗರಣಕ್ಕೆ ಸಂಬಂಧಿಸಿದಂತೆ ಅನಾವಶ್ಯಕ ಪುಸ್ತಕ ಹಂಚಿಕೆ ಮಾಡಲಾಗಿದೆ. ಹೀಗೆ ಮಾಡಿದರೇ ಆರೋಪದಿಂದ ಪಾರಾಗಲು ಸಾಧ್ಯವಿಲ್ಲ ಎಂದು ಆರ್.ಟಿ.ಐ ಕಾರ್ಯಕರ್ತ ಹಾಗೂ ಮುಡಾ ಹಗರಣದ ದೂರುದಾರ ಸ್ನೇಹಮಯಿ ಕೃಷ್ಣ ಹೇಳಿದ್ದಾರೆ. ಸೋಮವಾರ ಸುದ್ದಿಗಾರರೊಂದಿಗೆ ಮಾತನಾಡಿದ ಅವರು, ಸಿಕ್ಕಿದ ಮುಖ ಮಟ್ಟದಲ್ಲಿ ಮುಡಾ ಪ್ರಕರಣ, ಕೋರ್ಟುಗಳ ಆದೇಶಗಳನ್ನು ಸಂಗ್ರಹಿಸಲಾಗಿದೆ. ಸತ್ಯ ತಿರುಚುವ ಪ್ರಯತ್ನ ನಡೆದಿದೆ, ಜೋರಾಗಿ ಪ್ರಚಾರ ಮಾಡಿದರು ನ್ಯಾಯಾಲಯ ಸತ್ಯವನ್ನು ಪರಿಗಣಿಸುತ್ತದೆ. ಹೀಗಾಗಿ ಜನರು ಈ ಪುಸ್ತಕದ ವಿಚಾರದಲ್ಲಿ ದಿಕ್ಕು ತಪ್ಪಬಾರದು ಎಂದು ತಿಳಿಸಿದರು. ಆದರೆ ಈ ಪುಸ್ತಕ ಎಲ್ಲಿ ಮುದ್ರಣವಾಗಿದೆ, ಯಾರು ಮುದ್ರಿಸಿದ್ದಾರೆ ಎಂದು ಬಗ್ಗೆ ಯಾವುದೇ ಮಾಹಿತಿ ಇಲ್ಲ. ಮುಡಾದಲ್ಲಿ ಹಗರಣ ನಡೆದಿದೆ ಎಂದು ಬಿಂಬಿಸಲು ಸರ್ಕಾರ ಪುಸ್ತಕ ಹಂಚಿಕೆ ಮಾಡಲಾಗಿದೆ. ಜನರ ದಿಕ್ಕು ತಪ್ಪಿಸಲು ಪುಸ್ತಕ ಹಂಚುತ್ತಿರುವ ಗುಮಾನಿ ಇದೆ ಎಂದು ಶಂಕಿಸಿದರು. <box>587 149 727 311</box>
dateline: •ಸುದ್ದಿಮೂಲ ವಾರ್ತೆ, <box>251 687 304 695</box>
dateline: •ಸುದ್ದಿಮೂಲ ವಾರ್ತೆ, <box>587 149 646 157</box>
article-body: •ಸುದ್ದಿಮೂಲ ವಾರ್ತೆ, ಬೆಂಗಳೂರು, ಡಿ. 09: ರಾಜ್ಯದಲ್ಲಿ ಕಲ್ಲುಗಣಿ ಮತ್ತು ಸ್ಟೋನ್ ಕ್ರಷರ್ ಗಳಿಗೆ ವಿಧಿಸಿರುವ ಕಠಿಣ ನಿಯಮಗಳನ್ನು ಸರಳೀಕರಣಗೊಳಿಸಿ ದಂಡದ ಮೊತ್ತವನ್ನು ಕಡಿಮೆ ಮಾಡದಿದ್ದಲ್ಲಿ ಜನವರಿಯಲ್ಲಿ ಕಲ್ಲು ಗಣಿಗಾರಿಕೆ ಮತ್ತು ಸ್ಟೋನ್ ಕ್ರಷರ್ ಗಳನ್ನು ಅನಿರ್ದಿಷ್ಟ ಅವಧಿಗೆ ಬಂದ್ ಮಾಡಿ ಉಗ್ರ ಹೋರಾಟ ಮಾಡುವುದಾಗಿ ಬೆಂಗಳೂರು ಯುನೈಟೆಡ್ ಆಫ್ ಕರ್ನಾಟಕ ಕ್ವಾರಿ ಅಂಡ್ ಸ್ಟೋನ್ ಕ್ರಷರ್ ಓನರ್ಸ್ ಅಸೋಸಿಯೇಷನ್ ರಾಜ್ಯ ಸರ್ಕಾರಕ್ಕೆ ಎಚ್ಚರಿಕೆ ನೀಡಿದೆ. ಸುದ್ದಿಗೋಷ್ಠಿಯಲ್ಲಿ ಮಾತನಾಡಿದ ಬೆಂಗಳೂರು ಯುನೈಟೆಡ್ ಆಫ್ ಕರ್ನಾಟಕ ಕ್ವಾರಿ ಅಂಡ್ ಸ್ಟೋನ್ ಕ್ರಷರ್ ಓನರ್ಸ್ ಅಸೋಸಿಯೇಷನ್ ಅಧ್ಯಕ್ಷ ಡಿ. ಸಿದ್ದರಾಜು, ನಿಗದಿತ ಅವಧಿಯಲ್ಲಿ ಸರ್ಕಾರ ಕಾಮಗಾರಿಗೆ ಕಲ್ಲು ಪೂರೈಕೆಯಾಗದಿದ್ದರೆ ಗಡಿಗಳಲ್ಲಿ ಕಠಿಣ ಪಹರೆ ಹಾಕುತ್ತೇವೆ. ಸರ್ಕಾರ ಕಲ್ಲು ಗಣಿಗಾರಿಕೆ ಮೇಲೆ ದ್ವೇಷದ ತೀರ್ಮಾನ ಕೈಗೊಳ್ಳುವುದು ಸರಿಯಲ್ಲ. ಈ ನಿರ್ಧಾರದ ವಿರುದ್ಧ ರಾಜ್ಯಾದ್ಯಂತ ತೀವ್ರ ಹೋರಾಟ ನಡೆಸುವುದಾಗಿ ಹೇಳಿದರು. ಕಲ್ಲುಗಣಿಗಾರಿಕೆ ಹಿಂದೆ ರಾಜ್ಯ ಸಚಿವ ಸಂಪುಟ ಸಭೆ ಕೈಗೊಂಡ ತೀರ್ಮಾನದಂತೆ ಹಲವು ನಿಯಮಗಳನ್ನು ಜಾರಿಗೊಳಿಸಲಾಗಿದೆ. ಸರ್ಕಾರ ನಿಯಮಗಳನ್ನು ಜಾರಿಗೊಳಿಸುವ ಮುನ್ನ ಗಣಿ ಮತ್ತು ಭೂ ವಿಜ್ಞಾನ ಇಲಾಖೆಯ ಅಧಿಕಾರಿಗಳ ಮನವಿ ಸಲ್ಲಿಸಲಾಗಿದೆ. ದಂಡ ಪಾವತಿಸಲು ಸಿದ್ಧರಿದ್ದು ಪ್ರತಿ ಟನ್ ಗೆ 5 ಲಕ್ಷ ರೂಪಾಯಿವರೆಗೆ ದಂಡ ವಿಧಿಸಿ ಪ್ರಕರಣವನ್ನು <box>22 157 198 319</box>
event-photo <box>251 564 465 682</box>
article-body: ಬಾಳುವಂತೆ ಸಾರ್ವಜನಿಕರಿಗೆ ಮನವರಿಕೆ ಮಾಡಿದರು. ಮಾಜಿ ಪಾಲಿಕೆ ಸದಸ್ಯ ಕೆ. ನಾಗರಾಜ್, ಮಾತನಾಡಿ ಯುವ ಪೀಳಿಗೆಗೆ ಕನ್ನಡ ನಾಡಿನ ಇತಿಹಾಸ, ಸಂಸ್ಕೃತಿ, ನೆಲ ಜಲ ಭಾಷೆಯ ಬಗ್ಗೆ ಅರಿವು ಮೂಡಿಸುವುದು ನಮ್ಮೆಲ್ಲರ ಕರ್ತವ್ಯವಾಗಿದೆ ಎಂದರು. ಈ ಸಂದರ್ಭದಲ್ಲಿ ಪೌರಕಾರ್ಮಿಕರಿಗೆ, ವಾಟರ್ ಮ್ಯಾನ್ ರವರಿಗೆ ಹಾಗೂ ಕ್ರೀಡಾ ಮತ್ತು ಶಿಕ್ಷಣದಲ್ಲಿ ಪ್ರತಿಭೆಗಳನ್ನು ಗುರುತಿಸಿ ಅವರುಗಳಿಗೆ ಗೌರವಿಸಲಾಯಿತು. ಡಾ. ಮಂಜುನಾಥ್ (ಎಂಟಿ ಮಂಜಣ್ಣ) ಇವರ ನಿರ್ಮಾಣ ಹಾಗೂ ನಟನೆಯ ದ್ವೇಷಾಪಡೆ ಚಿತ್ರದ ಟೀಸರ್ ನ್ನು ಬಿಡುಗಡೆ ಮಾಡಲಾಯಿತು. ಕಾರ್ಯಕ್ರಮದಲ್ಲಿ ಬೆಂಗಳೂರು ಉತ್ತರ ಜಿಲ್ಲಾ ಕಾಂಗ್ರೆಸ್ ಉಪಾಧ್ಯಕ್ಷ ಭಾಸ್ಕರ್ ಆಚಾರಿ, ಕಾಂಗ್ರೆಸ್ ಯುವ ಮುಖಂಡ ಕಶೋಕೋಳಲು, ಮುಖಂಡರುಗಳಾದ ಬೆಂಗಳೂರು ನಗರ, ಸುರಾಜ್ ಬೊಮ್ಮಸಂದ್ರ, ಮಲ್ಲಿಕಾರ್ಜುನ, ಧರಣೇಶ್ ಕುಮಾರ್, ಬೆಟ್ಟಸ್ವಾಮಿ ಗೌಡ, ಮಹೇಶ್ ಶೆಟ್ಟಿ, ಡಾ. ರಾಜೀವ್ ಆನಂದ್, ಜಯಮ್ಮ, ಕ್ಯಾತರಿ ರಾಜ್, ರೂಪಾ ಶ್ರೀ, ಸುನಿತಾ ಜಾಧವ್, ಸವಿತಾ ಇದ್ದರು. <box>695 565 925 655</box>
